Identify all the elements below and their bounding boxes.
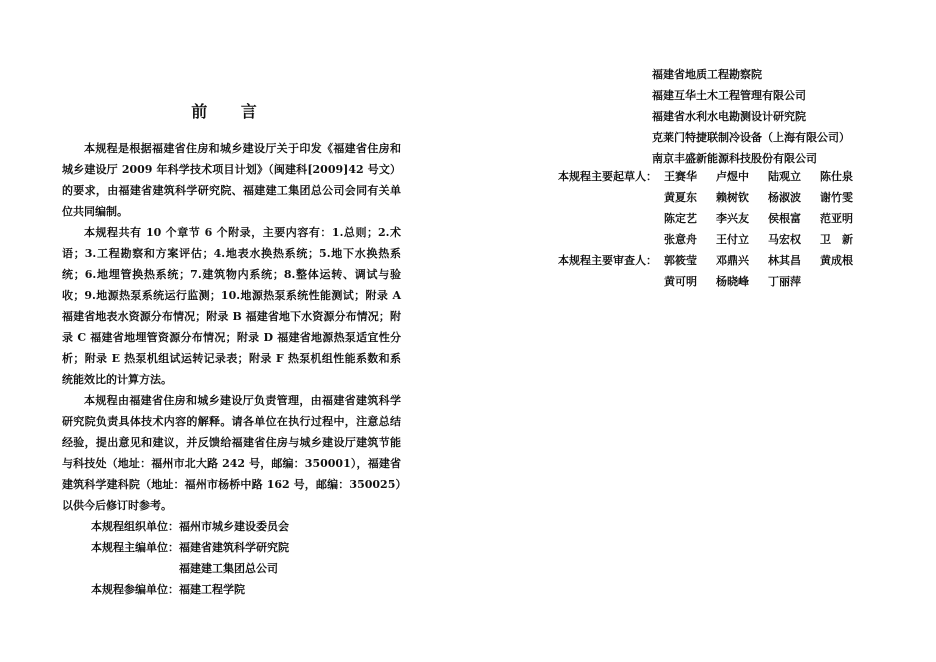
- drafters-label: 本规程主要起草人：: [558, 170, 657, 183]
- participant-list: [652, 64, 850, 169]
- preface-body: [62, 138, 401, 600]
- drafter-name: 卢煜中: [716, 170, 749, 183]
- drafter-name: 赖树钦: [716, 191, 749, 204]
- reviewer-name: 林其昌: [768, 254, 801, 267]
- right-page: [468, 0, 936, 662]
- chief-unit-2: 福建建工集团总公司: [179, 562, 278, 575]
- organizer-row: [62, 516, 401, 537]
- drafter-name: 卫 新: [820, 233, 853, 246]
- reviewer-name: 黄可明: [664, 275, 697, 288]
- drafter-name: 张意舟: [664, 233, 697, 246]
- drafter-name: 陈仕泉: [820, 170, 853, 183]
- drafter-name: 王赛华: [664, 170, 697, 183]
- chief-label: 本规程主编单位：: [91, 541, 179, 554]
- reviewer-name: 杨晓峰: [716, 275, 749, 288]
- reviewers-label: 本规程主要审查人：: [558, 254, 657, 267]
- participant-label: 本规程参编单位：: [91, 583, 179, 596]
- participant-row: [62, 579, 401, 600]
- reviewers-row-2: [558, 271, 872, 292]
- chief-unit-1: 福建省建筑科学研究院: [179, 541, 289, 554]
- drafters-row-2: [558, 187, 872, 208]
- participant-unit: 南京丰盛新能源科技股份有限公司: [652, 152, 817, 165]
- drafter-name: 陈定艺: [664, 212, 697, 225]
- people-section: [558, 166, 872, 292]
- drafter-name: 黄夏东: [664, 191, 697, 204]
- preface-paragraph-2: 本规程共有 10 个章节 6 个附录，主要内容有：1.总则；2.术语；3.工程勘察和方案评估；4.地表水换热系统；5.地下水换热系统；6.地埋管换热系统；7.建筑物内系统；8.整体运转、调试与验收；9.地源热泵系统运行监测；10.地源热泵系统性能测试；附录 A 福建省地表水资源分布情况；附录 B 福建省地下水资源分布情况；附录 C 福建省地埋管资源分布情况；附录 D 福建省地源热泵适宜性分析；附录 E 热泵机组试运转记录表；附录 F 热泵机组性能系数和系统能效比的计算方法。: [62, 226, 401, 386]
- reviewer-name: 黄成根: [820, 254, 853, 267]
- participant-unit: 福建省地质工程勘察院: [652, 68, 762, 81]
- drafter-name: 王付立: [716, 233, 749, 246]
- organizer-value: 福州市城乡建设委员会: [179, 520, 289, 533]
- drafter-name: 马宏权: [768, 233, 801, 246]
- drafter-name: 陆观立: [768, 170, 801, 183]
- drafters-row-3: [558, 208, 872, 229]
- drafter-name: 范亚明: [820, 212, 853, 225]
- participant-first: 福建工程学院: [179, 583, 245, 596]
- organizer-label: 本规程组织单位：: [91, 520, 179, 533]
- participant-unit: 福建互华土木工程管理有限公司: [652, 89, 806, 102]
- drafter-name: 侯根富: [768, 212, 801, 225]
- chief-row-2: [62, 558, 401, 579]
- participant-unit: 克莱门特捷联制冷设备（上海有限公司）: [652, 131, 850, 144]
- reviewer-name: 丁丽萍: [768, 275, 801, 288]
- reviewers-row-1: [558, 250, 872, 271]
- reviewer-name: 郭筱莹: [664, 254, 697, 267]
- chief-row-1: [62, 537, 401, 558]
- reviewer-name: 邓鼎兴: [716, 254, 749, 267]
- drafter-name: 谢竹雯: [820, 191, 853, 204]
- preface-title: 前 言: [191, 102, 271, 121]
- participant-unit: 福建省水利水电勘测设计研究院: [652, 110, 806, 123]
- drafters-row-4: [558, 229, 872, 250]
- drafters-row-1: [558, 166, 872, 187]
- preface-paragraph-1: 本规程是根据福建省住房和城乡建设厅关于印发《福建省住房和城乡建设厅 2009 年科学技术项目计划》（闽建科[2009]42 号文）的要求，由福建省建筑科学研究院、福建建工集团总公司会同有关单位共同编制。: [62, 142, 401, 218]
- chief-label-spacer: [62, 558, 179, 579]
- drafter-name: 李兴友: [716, 212, 749, 225]
- drafter-name: 杨淑波: [768, 191, 801, 204]
- preface-paragraph-3: 本规程由福建省住房和城乡建设厅负责管理，由福建省建筑科学研究院负责具体技术内容的解释。请各单位在执行过程中，注意总结经验，提出意见和建议，并反馈给福建省住房与城乡建设厅建筑节能与科技处（地址：福州市北大路 242 号，邮编：350001），福建省建筑科学建科院（地址：福州市杨桥中路 162 号，邮编：350025）以供今后修订时参考。: [62, 394, 401, 512]
